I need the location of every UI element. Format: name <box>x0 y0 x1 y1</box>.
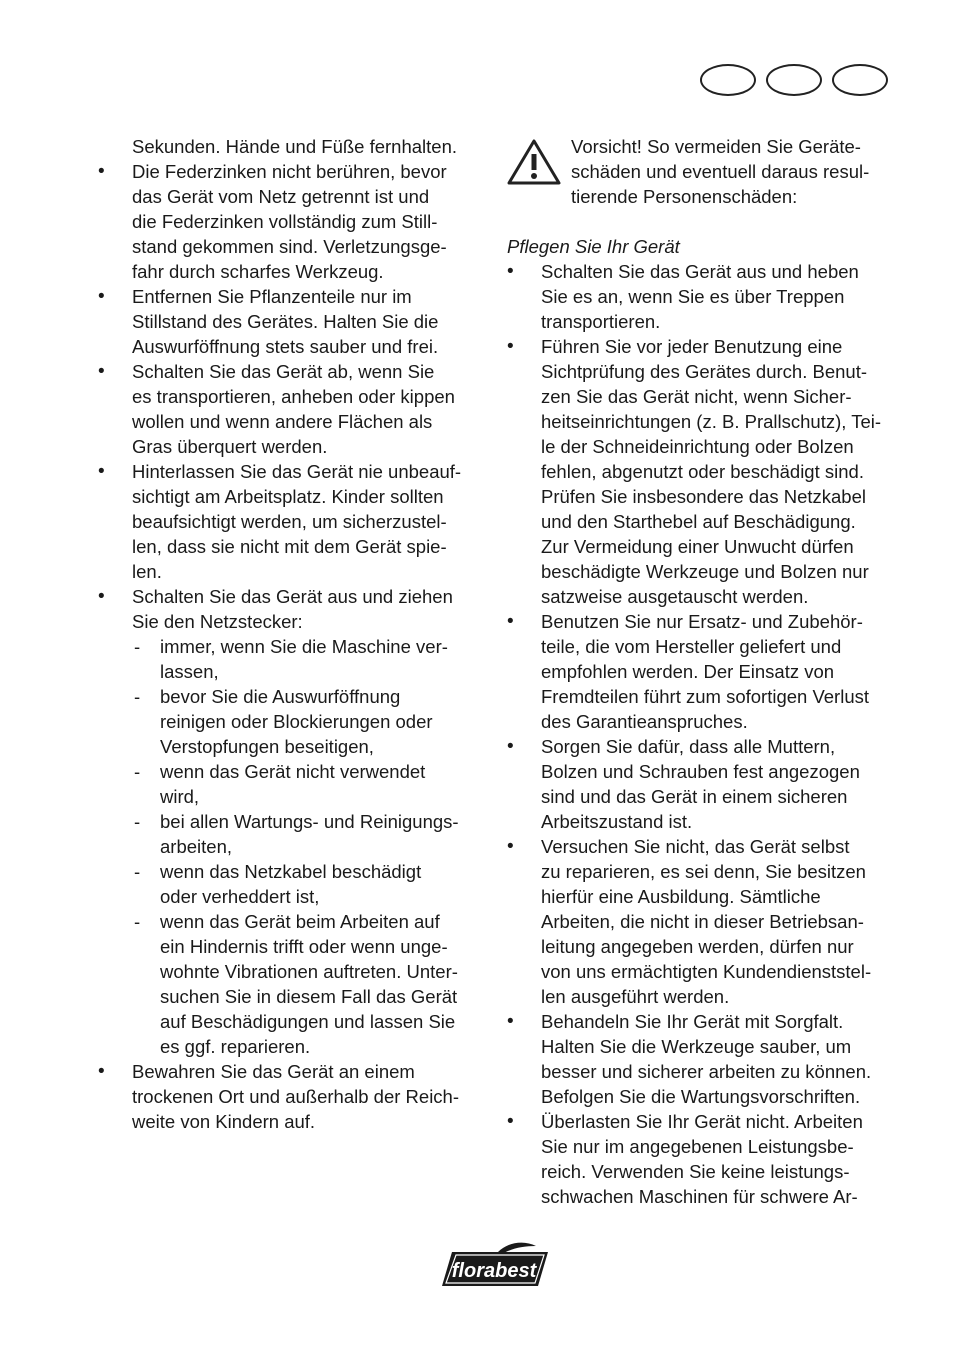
text-line: wohnte Vibrationen auftreten. Unter- <box>160 961 458 982</box>
right-column <box>507 134 899 1209</box>
text-line: leitung angegeben werden, dürfen nur <box>541 936 854 957</box>
text-line: arbeiten, <box>160 836 232 857</box>
text-line: • Die Federzinken nicht berühren, bevor <box>132 161 447 182</box>
bullet-item <box>507 609 899 734</box>
text-line: auf Beschädigungen und lassen Sie <box>160 1011 456 1032</box>
text-line: - wenn das Netzkabel beschädigt <box>160 861 422 882</box>
text-line: beaufsichtigt werden, um sicherzustel- <box>132 511 447 532</box>
text-line: stand gekommen sind. Verletzungsge- <box>132 236 447 257</box>
section-heading: Pflegen Sie Ihr Gerät <box>507 236 680 257</box>
text-line: Verstopfungen beseitigen, <box>160 736 374 757</box>
language-ovals <box>700 64 890 100</box>
spacer <box>507 209 899 234</box>
bullet-item <box>507 1109 899 1209</box>
text-line: Zur Vermeidung einer Unwucht dürfen <box>541 536 854 557</box>
text-line: wollen und wenn andere Flächen als <box>132 411 433 432</box>
text-line: schäden und eventuell daraus resul- <box>571 161 870 182</box>
left-column <box>98 134 486 1134</box>
text-line: trockenen Ort und außerhalb der Reich- <box>132 1086 460 1107</box>
text-line: es ggf. reparieren. <box>160 1036 311 1057</box>
text-line: es transportieren, anheben oder kippen <box>132 386 455 407</box>
text-line: len ausgeführt werden. <box>541 986 730 1007</box>
dash-item <box>98 809 486 859</box>
text-line: Arbeitszustand ist. <box>541 811 693 832</box>
bullet-item <box>98 284 486 359</box>
text-line: Gras überquert werden. <box>132 436 328 457</box>
text-line: und den Starthebel auf Beschädigung. <box>541 511 856 532</box>
text-line: suchen Sie in diesem Fall das Gerät <box>160 986 458 1007</box>
text-line: satzweise ausgetauscht werden. <box>541 586 809 607</box>
text-line: • Bewahren Sie das Gerät an einem <box>132 1061 415 1082</box>
warning-triangle-icon <box>507 138 561 186</box>
text-line: oder verheddert ist, <box>160 886 320 907</box>
text-line: schwachen Maschinen für schwere Ar- <box>541 1186 858 1207</box>
bullet-item <box>507 334 899 609</box>
bullet-item <box>507 834 899 1009</box>
text-line: fehlen, abgenutzt oder beschädigt sind. <box>541 461 864 482</box>
bullet-item <box>98 584 486 634</box>
text-line: - wenn das Gerät nicht verwendet <box>160 761 426 782</box>
text-line: - wenn das Gerät beim Arbeiten auf <box>160 911 440 932</box>
text-line: • Hinterlassen Sie das Gerät nie unbeauf- <box>132 461 462 482</box>
text-line: transportieren. <box>541 311 661 332</box>
text-line: heitseinrichtungen (z. B. Prallschutz), Tei- <box>541 411 882 432</box>
bullet-item <box>507 734 899 834</box>
text-line: • Behandeln Sie Ihr Gerät mit Sorgfalt. <box>541 1011 844 1032</box>
text-line: Auswurföffnung stets sauber und frei. <box>132 336 439 357</box>
text-line: Befolgen Sie die Wartungsvorschriften. <box>541 1086 861 1107</box>
text-line: Halten Sie die Werkzeuge sauber, um <box>541 1036 852 1057</box>
text-line: • Versuchen Sie nicht, das Gerät selbst <box>541 836 850 857</box>
florabest-logo-icon <box>438 1242 552 1290</box>
language-oval-2 <box>766 64 822 96</box>
text-line: wird, <box>160 786 200 807</box>
bullet-item <box>98 459 486 584</box>
text-line: tierende Personenschäden: <box>571 186 798 207</box>
bullet-item <box>507 1009 899 1109</box>
text-line: von uns ermächtigten Kundendienststel- <box>541 961 872 982</box>
text-line: ein Hindernis trifft oder wenn unge- <box>160 936 448 957</box>
text-line: Bolzen und Schrauben fest angezogen <box>541 761 860 782</box>
dash-item <box>98 684 486 759</box>
text-line: des Garantieanspruches. <box>541 711 748 732</box>
dash-item <box>98 634 486 684</box>
dash-item <box>98 909 486 1059</box>
text-line: Stillstand des Gerätes. Halten Sie die <box>132 311 439 332</box>
text-line: Prüfen Sie insbesondere das Netzkabel <box>541 486 866 507</box>
text-line: zu reparieren, es sei denn, Sie besitzen <box>541 861 866 882</box>
text-line: hierfür eine Ausbildung. Sämtliche <box>541 886 821 907</box>
bullet-item <box>98 1059 486 1134</box>
text-line: • Schalten Sie das Gerät ab, wenn Sie <box>132 361 435 382</box>
logo-text: florabest <box>451 1260 537 1282</box>
text-line: • Führen Sie vor jeder Benutzung eine <box>541 336 843 357</box>
text-line: sichtigt am Arbeitsplatz. Kinder sollten <box>132 486 444 507</box>
language-oval-1 <box>700 64 756 96</box>
text-line: Sie nur im angegebenen Leistungsbe- <box>541 1136 854 1157</box>
text-line: empfohlen werden. Der Einsatz von <box>541 661 835 682</box>
text-line: len, dass sie nicht mit dem Gerät spie- <box>132 536 447 557</box>
text-line: - bevor Sie die Auswurföffnung <box>160 686 401 707</box>
text-line: Sichtprüfung des Gerätes durch. Benut- <box>541 361 867 382</box>
dash-item <box>98 859 486 909</box>
bullet-item <box>507 259 899 334</box>
text-line: len. <box>132 561 162 582</box>
text-line: reinigen oder Blockierungen oder <box>160 711 433 732</box>
bullet-item <box>98 359 486 459</box>
text-line: • Entfernen Sie Pflanzenteile nur im <box>132 286 412 307</box>
text-line: Fremdteilen führt zum sofortigen Verlust <box>541 686 870 707</box>
text-line: Sie den Netzstecker: <box>132 611 303 632</box>
bullet-item <box>98 159 486 284</box>
text-line: • Sorgen Sie dafür, dass alle Muttern, <box>541 736 836 757</box>
text-line: beschädigte Werkzeuge und Bolzen nur <box>541 561 869 582</box>
text-line: reich. Verwenden Sie keine leistungs- <box>541 1161 850 1182</box>
warning-block <box>507 134 899 209</box>
text-line: besser und sicherer arbeiten zu können. <box>541 1061 872 1082</box>
language-oval-3 <box>832 64 888 96</box>
text-line: - bei allen Wartungs- und Reinigungs- <box>160 811 459 832</box>
text-line: weite von Kindern auf. <box>132 1111 316 1132</box>
text-line: Sie es an, wenn Sie es über Treppen <box>541 286 845 307</box>
text-line: - immer, wenn Sie die Maschine ver- <box>160 636 448 657</box>
text-line: das Gerät vom Netz getrennt ist und <box>132 186 430 207</box>
text-line: • Schalten Sie das Gerät aus und ziehen <box>132 586 453 607</box>
text-line: sind und das Gerät in einem sicheren <box>541 786 848 807</box>
text-line: zen Sie das Gerät nicht, wenn Sicher- <box>541 386 852 407</box>
text-line: Arbeiten, die nicht in dieser Betriebsan- <box>541 911 864 932</box>
text-line: fahr durch scharfes Werkzeug. <box>132 261 384 282</box>
text-line: lassen, <box>160 661 219 682</box>
text-line: die Federzinken vollständig zum Still- <box>132 211 438 232</box>
continued-text: Sekunden. Hände und Füße fernhalten. <box>132 136 458 157</box>
text-line: • Überlasten Sie Ihr Gerät nicht. Arbeiten <box>541 1111 863 1132</box>
text-line: • Schalten Sie das Gerät aus und heben <box>541 261 859 282</box>
text-line: Vorsicht! So vermeiden Sie Geräte- <box>571 136 861 157</box>
text-line: le der Schneideinrichtung oder Bolzen <box>541 436 854 457</box>
dash-item <box>98 759 486 809</box>
text-line: • Benutzen Sie nur Ersatz- und Zubehör- <box>541 611 863 632</box>
text-line: teile, die vom Hersteller geliefert und <box>541 636 842 657</box>
